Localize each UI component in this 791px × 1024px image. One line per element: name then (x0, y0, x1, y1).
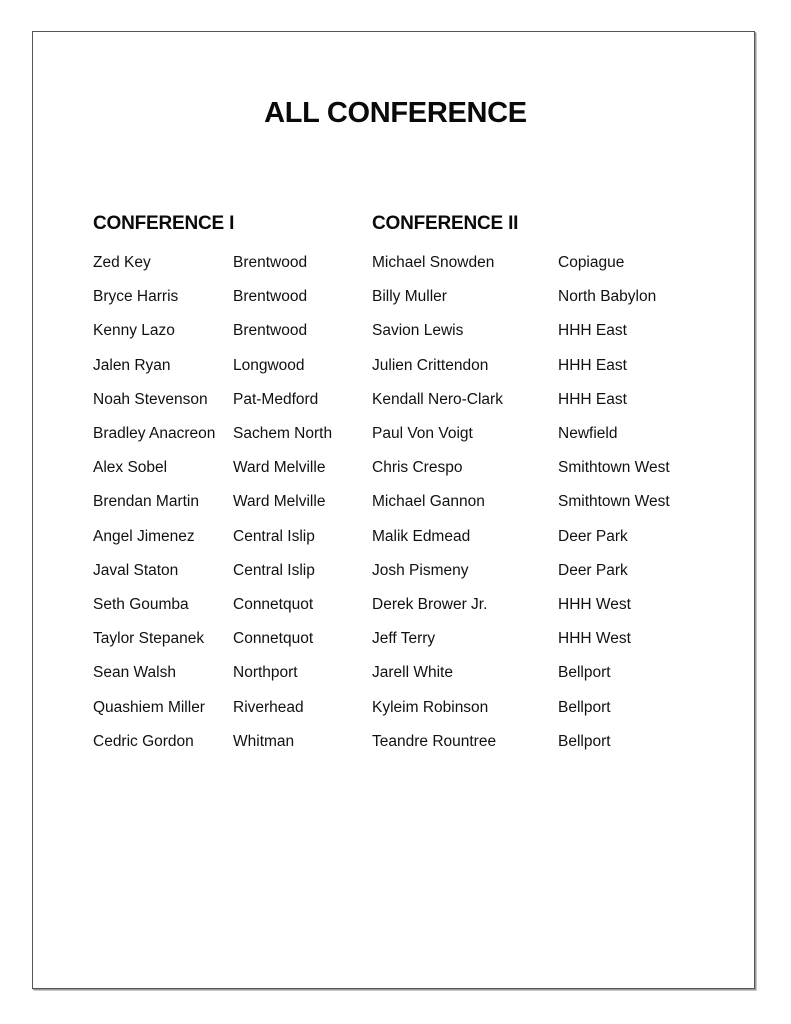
roster-row (93, 520, 363, 554)
player-school: Central Islip (233, 561, 315, 579)
player-school: Bellport (558, 698, 611, 716)
player-school: Sachem North (233, 425, 333, 443)
player-school: Ward Melville (233, 493, 326, 511)
roster-row (93, 417, 363, 451)
player-name: Malik Edmead (372, 527, 471, 545)
player-school: Copiague (558, 254, 625, 272)
roster-row (93, 554, 363, 588)
player-school: Connetquot (233, 630, 314, 648)
roster-row (93, 383, 363, 417)
player-school: Northport (233, 664, 298, 682)
player-name: Angel Jimenez (93, 527, 195, 545)
player-name: Billy Muller (372, 288, 447, 306)
player-school: Whitman (233, 732, 295, 750)
roster-row (372, 280, 728, 314)
player-school: Newfield (558, 425, 618, 443)
roster-row (372, 314, 728, 348)
conference-2-heading: CONFERENCE II (372, 213, 519, 234)
roster-row (93, 349, 363, 383)
player-name: Savion Lewis (372, 322, 464, 340)
player-school: HHH East (558, 322, 627, 340)
roster-row (93, 656, 363, 690)
player-name: Teandre Rountree (372, 732, 497, 750)
player-name: Javal Staton (93, 561, 179, 579)
roster-row (93, 588, 363, 622)
roster-row (93, 246, 363, 280)
player-name: Michael Gannon (372, 493, 485, 511)
player-name: Quashiem Miller (93, 698, 205, 716)
roster-row (93, 280, 363, 314)
player-name: Josh Pismeny (372, 561, 469, 579)
player-name: Zed Key (93, 254, 151, 272)
player-name: Jalen Ryan (93, 356, 171, 374)
conference-2-section (372, 210, 728, 759)
roster-row (372, 383, 728, 417)
roster-row (93, 451, 363, 485)
player-name: Kenny Lazo (93, 322, 175, 340)
player-school: HHH West (558, 630, 631, 648)
roster-row (93, 485, 363, 519)
roster-row (372, 588, 728, 622)
player-name: Bryce Harris (93, 288, 179, 306)
player-school: Deer Park (558, 561, 628, 579)
roster-row (372, 451, 728, 485)
roster-row (93, 314, 363, 348)
player-name: Julien Crittendon (372, 356, 489, 374)
conference-1-roster (93, 246, 363, 759)
player-name: Chris Crespo (372, 459, 463, 477)
page-title: ALL CONFERENCE (264, 97, 527, 129)
player-school: Brentwood (233, 288, 308, 306)
player-school: Longwood (233, 356, 305, 374)
conference-2-roster (372, 246, 728, 759)
player-name: Kendall Nero-Clark (372, 390, 503, 408)
player-school: Smithtown West (558, 459, 670, 477)
player-name: Jeff Terry (372, 630, 436, 648)
player-school: Bellport (558, 664, 611, 682)
player-school: Brentwood (233, 254, 308, 272)
player-name: Bradley Anacreon (93, 425, 216, 443)
player-school: Pat-Medford (233, 390, 319, 408)
player-name: Cedric Gordon (93, 732, 194, 750)
player-school: Riverhead (233, 698, 304, 716)
roster-row (372, 690, 728, 724)
roster-row (93, 690, 363, 724)
roster-row (93, 725, 363, 759)
roster-row (372, 554, 728, 588)
conference-1-heading: CONFERENCE I (93, 213, 235, 234)
player-name: Noah Stevenson (93, 390, 208, 408)
player-school: Connetquot (233, 595, 314, 613)
player-school: Brentwood (233, 322, 308, 340)
player-school: North Babylon (558, 288, 657, 306)
player-name: Jarell White (372, 664, 453, 682)
player-name: Sean Walsh (93, 664, 176, 682)
roster-row (372, 622, 728, 656)
roster-row (372, 656, 728, 690)
roster-row (372, 725, 728, 759)
roster-row (372, 520, 728, 554)
roster-row (372, 349, 728, 383)
roster-row (93, 622, 363, 656)
roster-row (372, 417, 728, 451)
player-school: Bellport (558, 732, 611, 750)
conference-1-section (93, 210, 363, 759)
roster-row (372, 485, 728, 519)
player-name: Alex Sobel (93, 459, 168, 477)
player-name: Paul Von Voigt (372, 425, 473, 443)
player-school: Central Islip (233, 527, 315, 545)
player-school: HHH West (558, 595, 631, 613)
player-name: Kyleim Robinson (372, 698, 489, 716)
player-school: Smithtown West (558, 493, 670, 511)
player-school: HHH East (558, 390, 627, 408)
player-name: Taylor Stepanek (93, 630, 205, 648)
player-school: Ward Melville (233, 459, 326, 477)
player-school: HHH East (558, 356, 627, 374)
roster-row (372, 246, 728, 280)
player-name: Michael Snowden (372, 254, 495, 272)
player-school: Deer Park (558, 527, 628, 545)
player-name: Seth Goumba (93, 595, 189, 613)
player-name: Derek Brower Jr. (372, 595, 488, 613)
player-name: Brendan Martin (93, 493, 199, 511)
